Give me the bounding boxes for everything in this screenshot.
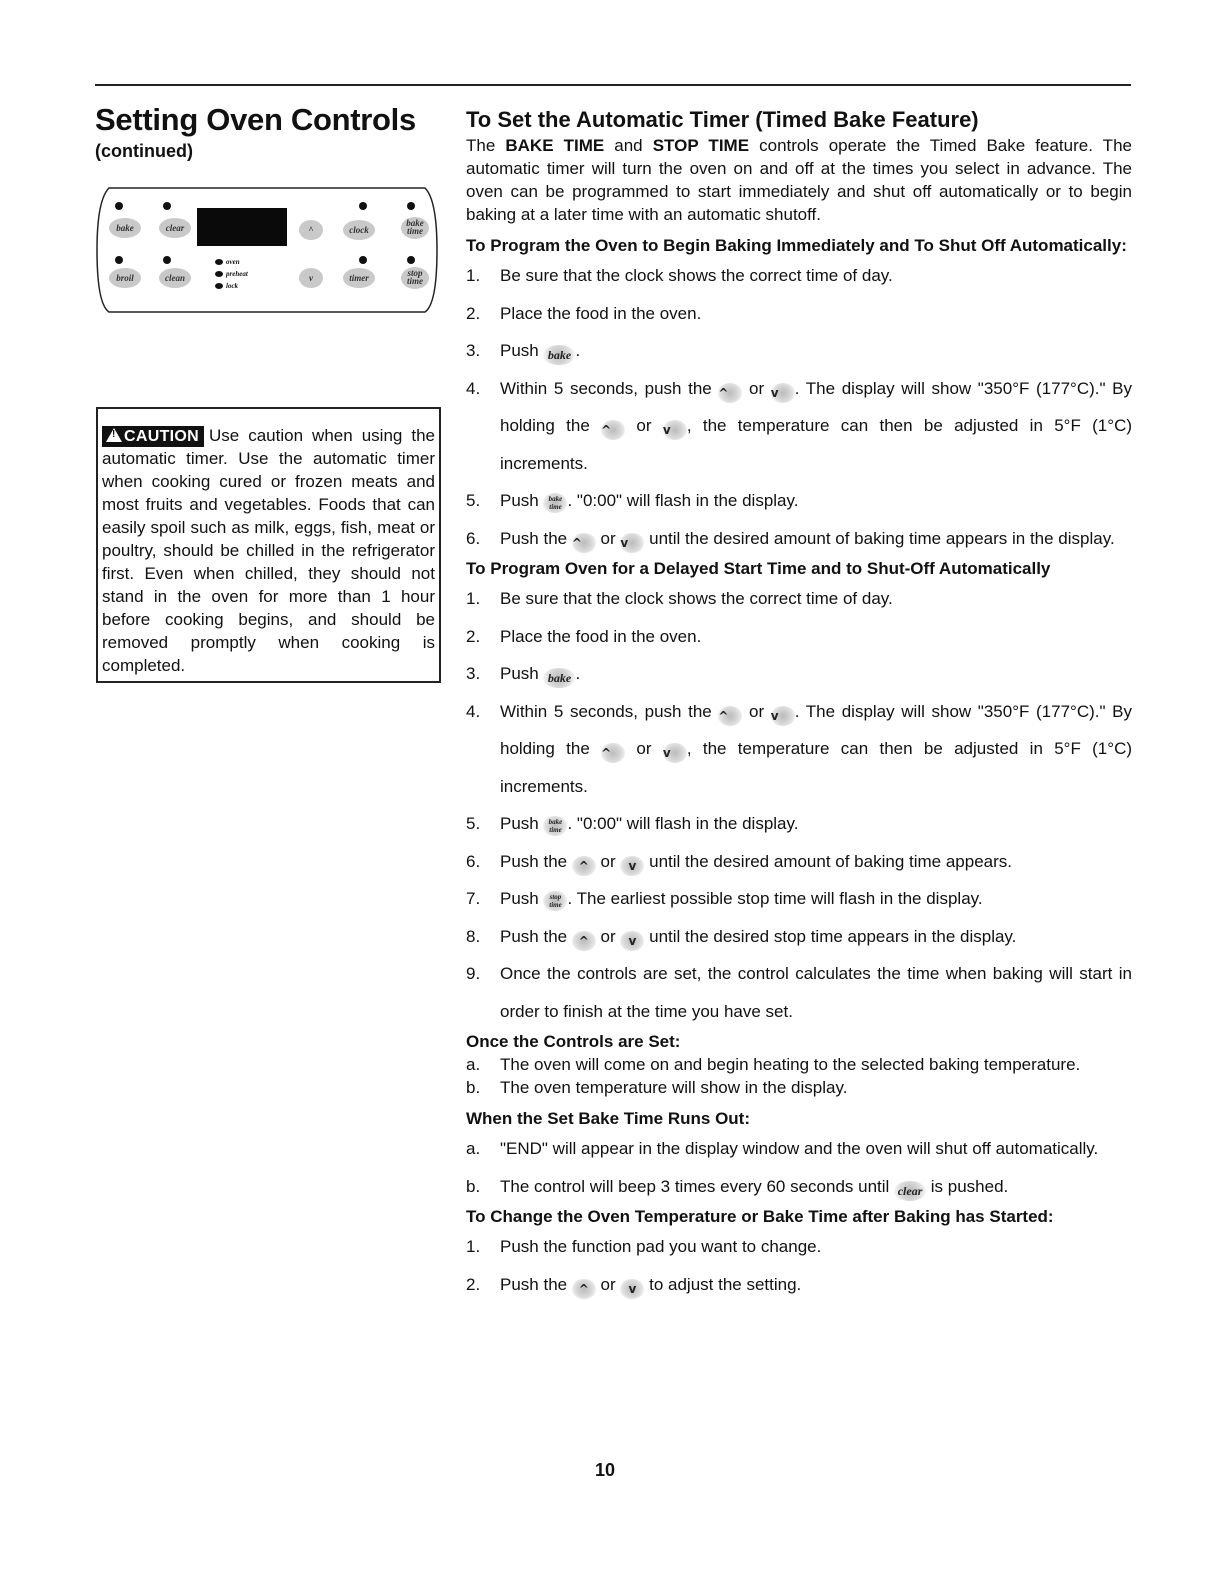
clear-pad-icon: clear bbox=[894, 1181, 926, 1201]
sec5-heading: To Change the Oven Temperature or Bake Time after Baking has Started: bbox=[466, 1207, 1054, 1226]
panel-bake-time-label-2: time bbox=[407, 226, 423, 236]
panel-up-label: ^ bbox=[308, 225, 314, 235]
top-rule bbox=[95, 84, 1131, 86]
right-column bbox=[466, 106, 1132, 1303]
up-arrow-icon: ^ bbox=[601, 743, 625, 763]
up-arrow-icon: ^ bbox=[718, 383, 742, 403]
page-number: 10 bbox=[594, 1460, 616, 1480]
up-arrow-icon: ^ bbox=[718, 706, 742, 726]
list-item: 4. Within 5 seconds, push the ^ or v . The display will show "350°F (177°C)." By holding the ^ or v , the temperature can then be adjusted in 5°F (1°C) increments. bbox=[466, 701, 1133, 796]
caution-badge bbox=[102, 426, 204, 447]
sec1-steps bbox=[466, 257, 1132, 557]
sec4-list bbox=[466, 1130, 1132, 1205]
panel-clean-label: clean bbox=[165, 273, 185, 283]
caution-text: Use caution when using the automatic timer. Use the automatic timer when cooking cured or frozen meats and most fruits and vegetables. Foods that can easily spoil such as milk, eggs, fish, meat or poultry, should be chilled in the refrigerator first. Even when chilled, they should not stand in the oven for more than 1 hour before cooking begins, and should be removed promptly when cooking is completed. bbox=[102, 426, 435, 675]
down-arrow-icon: v bbox=[771, 383, 795, 403]
stop-time-pad-icon: stop time bbox=[543, 891, 567, 911]
list-item: 1. Push the function pad you want to change. bbox=[466, 1237, 822, 1256]
list-item: 8. Push the ^ or v until the desired stop time appears in the display. bbox=[466, 918, 1132, 956]
panel-bake-label: bake bbox=[116, 223, 134, 233]
bake-pad-icon: bake bbox=[543, 345, 575, 365]
bake-time-pad-icon: bake time bbox=[543, 493, 567, 513]
panel-timer-label: timer bbox=[349, 273, 369, 283]
list-item: 2. Place the food in the oven. bbox=[466, 626, 702, 646]
sec4-heading: When the Set Bake Time Runs Out: bbox=[466, 1109, 751, 1128]
up-arrow-icon: ^ bbox=[601, 420, 625, 440]
bake-time-pad-icon: bake time bbox=[543, 816, 567, 836]
caution-badge-label: CAUTION bbox=[124, 428, 199, 445]
list-item: 2. Place the food in the oven. bbox=[466, 303, 702, 323]
list-item: 5. Push bake time . "0:00" will flash in the display. bbox=[466, 491, 799, 511]
list-item: a. The oven will come on and begin heating to the selected baking temperature. bbox=[466, 1055, 1081, 1074]
list-item: 7. Push stop time . The earliest possible stop time will flash in the display. bbox=[466, 889, 983, 909]
up-arrow-icon: ^ bbox=[572, 931, 596, 951]
up-arrow-icon: ^ bbox=[572, 1279, 596, 1299]
list-item: 3. Push bake . bbox=[466, 655, 1132, 693]
page-title: Setting Oven Controls bbox=[95, 102, 416, 137]
list-item: 6. Push the ^ or v until the desired amount of baking time appears in the display. bbox=[466, 520, 1132, 558]
warning-icon bbox=[106, 428, 122, 442]
sec2-steps bbox=[466, 580, 1132, 1030]
sec1-heading: To Program the Oven to Begin Baking Immediately and To Shut Off Automatically: bbox=[466, 236, 1127, 255]
list-item: 4. Within 5 seconds, push the ^ or v . The display will show "350°F (177°C)." By holding the ^ or v , the temperature can then be adjusted in 5°F (1°C) increments. bbox=[466, 378, 1133, 473]
panel-stop-time-label-2: time bbox=[407, 276, 423, 286]
down-arrow-icon: v bbox=[771, 706, 795, 726]
down-arrow-icon: v bbox=[620, 931, 644, 951]
sec3-heading: Once the Controls are Set: bbox=[466, 1032, 681, 1051]
page-subtitle: (continued) bbox=[95, 141, 193, 161]
bake-pad-icon: bake bbox=[543, 668, 575, 688]
list-item: 9. Once the controls are set, the control calculates the time when baking will start in order to finish at the time you have set. bbox=[466, 964, 1132, 1021]
panel-stop-time-label-1: stop bbox=[407, 268, 423, 278]
indicator-preheat-label: preheat bbox=[226, 270, 248, 278]
list-item: b. The control will beep 3 times every 60 seconds until clear is pushed. bbox=[466, 1168, 1132, 1206]
sec5-steps bbox=[466, 1228, 1132, 1303]
up-arrow-icon: ^ bbox=[572, 856, 596, 876]
panel-broil-label: broil bbox=[116, 273, 134, 283]
down-arrow-icon: v bbox=[620, 1279, 644, 1299]
display-window bbox=[197, 208, 287, 246]
down-arrow-icon: v bbox=[620, 856, 644, 876]
panel-bake-time-label-1: bake bbox=[406, 218, 424, 228]
list-item: 1. Be sure that the clock shows the correct time of day. bbox=[466, 266, 893, 285]
list-item: 3. Push bake . bbox=[466, 332, 1132, 370]
panel-down-label: v bbox=[309, 273, 313, 283]
down-arrow-icon: v bbox=[663, 420, 687, 440]
indicator-oven-label: oven bbox=[226, 258, 240, 266]
list-item: b. The oven temperature will show in the display. bbox=[466, 1078, 848, 1097]
list-item: 2. Push the ^ or v to adjust the setting. bbox=[466, 1266, 1132, 1304]
sec3-list bbox=[466, 1053, 1132, 1099]
left-column bbox=[95, 100, 443, 162]
indicator-lock-label: lock bbox=[226, 282, 239, 290]
list-item: 1. Be sure that the clock shows the correct time of day. bbox=[466, 589, 893, 608]
control-panel-illustration bbox=[95, 186, 439, 314]
down-arrow-icon: v bbox=[620, 533, 644, 553]
sec2-heading: To Program Oven for a Delayed Start Time and to Shut-Off Automatically bbox=[466, 559, 1051, 578]
panel-clear-label: clear bbox=[165, 223, 185, 233]
panel-clock-label: clock bbox=[349, 225, 369, 235]
section-title: To Set the Automatic Timer (Timed Bake Feature) bbox=[466, 107, 979, 132]
up-arrow-icon: ^ bbox=[572, 533, 596, 553]
caution-box bbox=[96, 407, 441, 683]
intro-paragraph: The BAKE TIME and STOP TIME controls operate the Timed Bake feature. The automatic timer will turn the oven on and off at the times you select in advance. The oven can be programmed to start immediately and shut off automatically or to begin baking at a later time with an automatic shutoff. bbox=[466, 136, 1132, 224]
list-item: 5. Push bake time . "0:00" will flash in the display. bbox=[466, 814, 799, 834]
down-arrow-icon: v bbox=[663, 743, 687, 763]
list-item: 6. Push the ^ or v until the desired amount of baking time appears. bbox=[466, 843, 1132, 881]
list-item: a. "END" will appear in the display window and the oven will shut off automatically. bbox=[466, 1139, 1099, 1158]
